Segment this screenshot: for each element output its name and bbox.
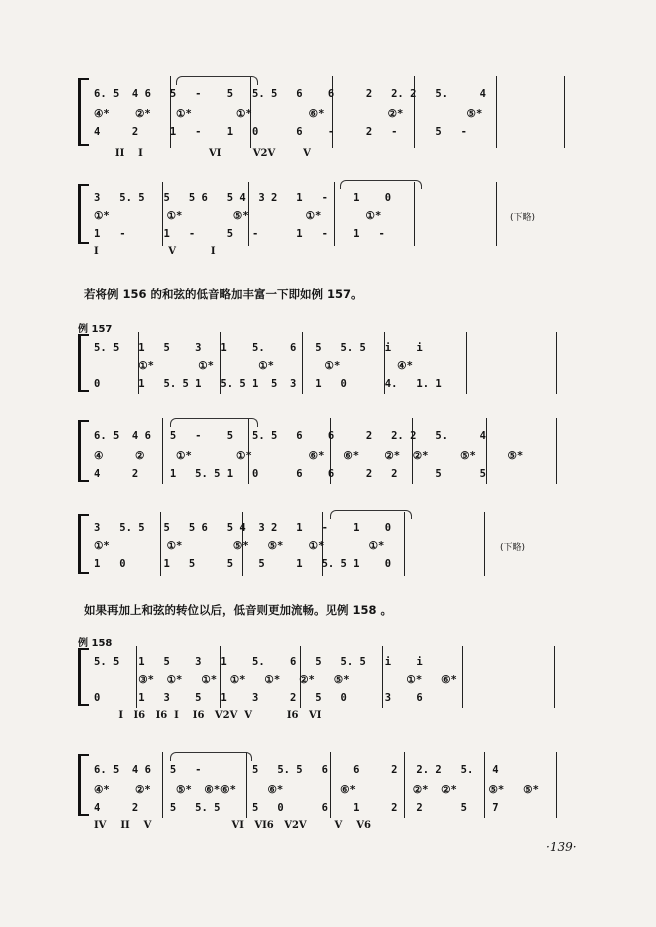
tie-curve: [176, 76, 258, 85]
harmony-labels-row: I I6 I6 I I6 V2V V I6 VI: [94, 710, 322, 721]
page-number: ·139·: [546, 840, 577, 854]
middle-voice-row: ④ ② ①* ①* ⑥* ⑥* ②* ②* ⑤* ⑤*: [94, 450, 524, 462]
harmony-labels-row: IV II V VI VI6 V2V V V6: [94, 820, 371, 831]
middle-voice-row: ④* ②* ①* ①* ⑥* ②* ⑤*: [94, 108, 483, 120]
bass-voice-row: 4 2 5 5. 5 5 0 6 1 2 2 5 7: [94, 802, 499, 814]
bass-voice-row: 4 2 1 - 1 0 6 - 2 - 5 -: [94, 126, 467, 138]
upper-voice-row: 3 5. 5 5 5 6 5 4 3 2 1 - 1 0: [94, 522, 392, 534]
upper-voice-row: 5. 5 1 5 3 1 5. 6 5 5. 5 i i: [94, 342, 423, 354]
bass-voice-row: 1 - 1 - 5 - 1 - 1 -: [94, 228, 385, 240]
bass-voice-row: 0 1 5. 5 1 5. 5 1 5 3 1 0 4. 1. 1: [94, 378, 442, 390]
upper-voice-row: 3 5. 5 5 5 6 5 4 3 2 1 - 1 0: [94, 192, 392, 204]
staff-system-6: [78, 648, 568, 721]
continuation-note: (下略): [510, 213, 536, 223]
tie-curve: [170, 752, 252, 761]
example-label-158: 例 158: [78, 638, 113, 649]
barline: [414, 182, 415, 246]
barline: [556, 418, 557, 484]
staff-system-5: [78, 514, 568, 574]
example-label-157: 例 157: [78, 324, 113, 335]
harmony-labels-row: II I VI V2V V: [94, 148, 311, 159]
barline: [556, 332, 557, 394]
paragraph-text-1: 若将例 156 的和弦的低音略加丰富一下即如例 157。: [84, 287, 363, 301]
staff-system-1: [78, 78, 568, 159]
barline: [466, 332, 467, 394]
upper-voice-row: 5. 5 1 5 3 1 5. 6 5 5. 5 i i: [94, 656, 423, 668]
system-bracket: [78, 648, 89, 706]
system-bracket: [78, 420, 89, 482]
bass-voice-row: 1 0 1 5 5 5 1 5. 5 1 0: [94, 558, 392, 570]
tie-curve: [170, 418, 258, 427]
system-bracket: [78, 334, 89, 392]
system-bracket: [78, 514, 89, 574]
barline: [484, 512, 485, 576]
staff-system-3: [78, 334, 568, 392]
tie-curve: [330, 510, 412, 519]
barline: [564, 76, 565, 148]
bass-voice-row: 4 2 1 5. 5 1 0 6 6 2 2 5 5: [94, 468, 486, 480]
barline: [462, 646, 463, 708]
middle-voice-row: ①* ①* ⑤* ⑤* ①* ①*: [94, 540, 385, 552]
continuation-note: (下略): [500, 543, 526, 553]
system-bracket: [78, 78, 89, 146]
barline: [556, 752, 557, 818]
barline: [554, 646, 555, 708]
middle-voice-row: ③* ①* ①* ①* ①* ②* ⑤* ①* ⑥*: [94, 674, 457, 686]
barline: [404, 512, 405, 576]
tie-curve: [340, 180, 422, 189]
upper-voice-row: 6. 5 4 6 5 - 5 5. 5 6 6 2 2. 2 5. 4: [94, 430, 486, 442]
staff-system-4: [78, 420, 568, 482]
harmony-labels-row: I V I: [94, 246, 216, 257]
middle-voice-row: ④* ②* ⑤* ⑥*⑥* ⑥* ⑥* ②* ②* ⑤* ⑤*: [94, 784, 539, 796]
middle-voice-row: ①* ①* ①* ①* ④*: [94, 360, 413, 372]
barline: [496, 76, 497, 148]
bass-voice-row: 0 1 3 5 1 3 2 5 0 3 6: [94, 692, 423, 704]
upper-voice-row: 6. 5 4 6 5 - 5 5. 5 6 6 2 2. 2 5. 4: [94, 764, 499, 776]
staff-system-7: [78, 754, 568, 831]
middle-voice-row: ①* ①* ⑤* ①* ①*: [94, 210, 382, 222]
upper-voice-row: 6. 5 4 6 5 - 5 5. 5 6 6 2 2. 2 5. 4: [94, 88, 486, 100]
staff-system-2: [78, 184, 568, 257]
system-bracket: [78, 184, 89, 244]
paragraph-text-2: 如果再加上和弦的转位以后，低音则更加流畅。见例 158 。: [84, 603, 393, 617]
system-bracket: [78, 754, 89, 816]
barline: [496, 182, 497, 246]
